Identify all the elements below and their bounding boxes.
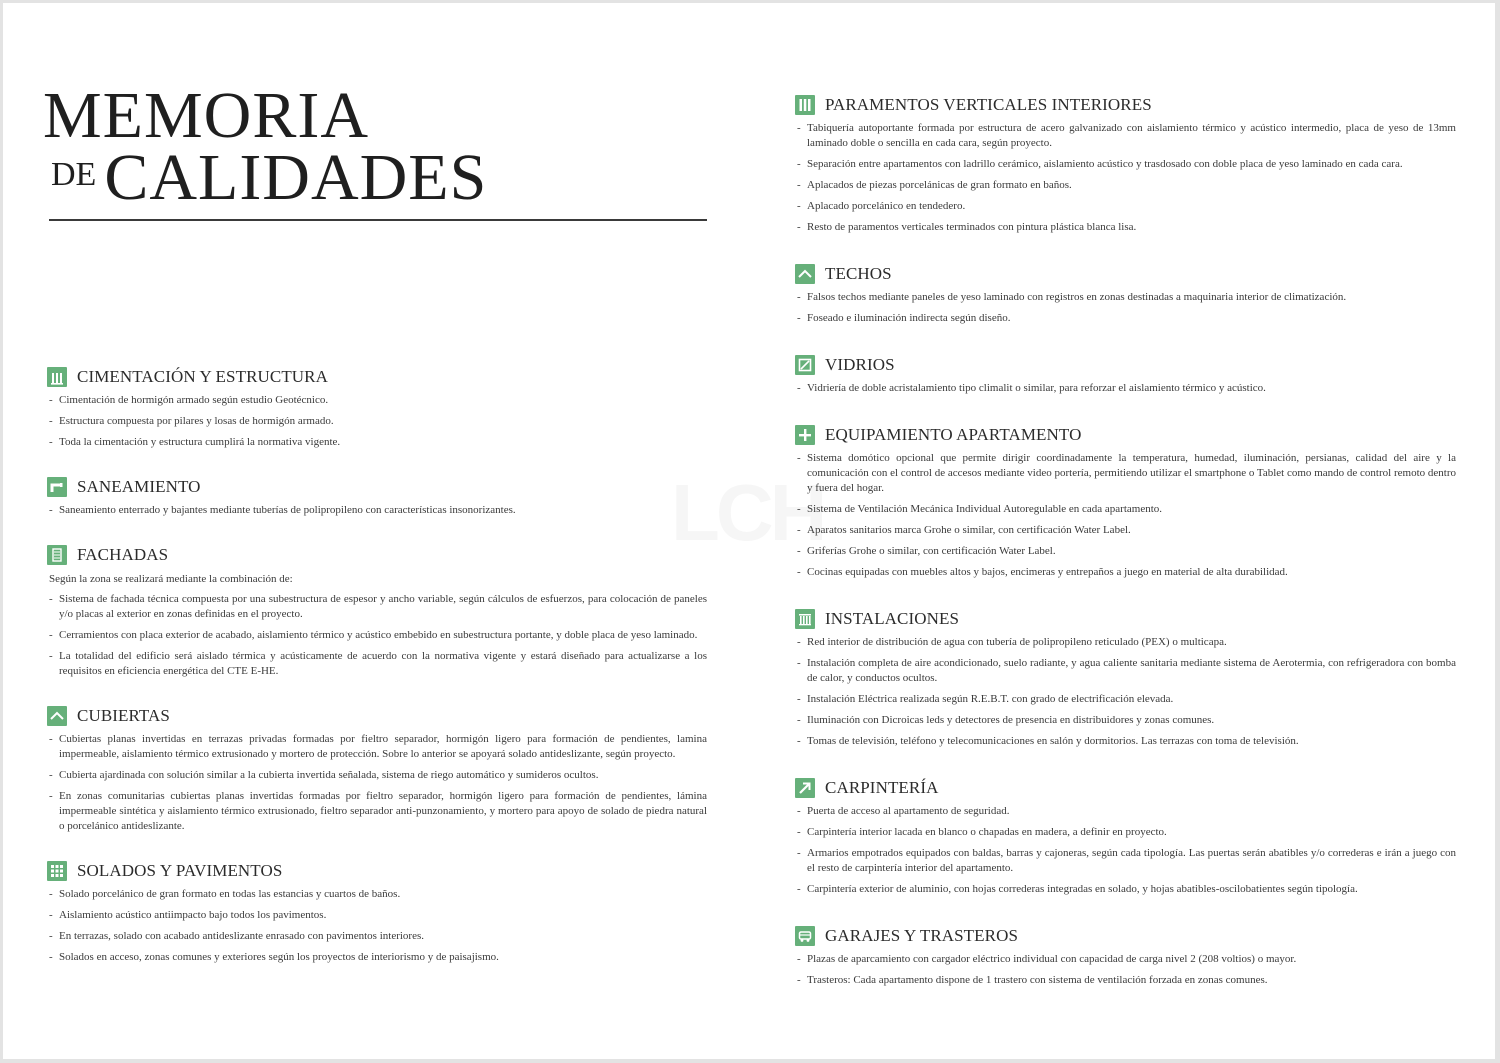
list-item: - Sistema de fachada técnica compuesta por una subestructura de espesor y ancho variable, según cálculos de esfuerzos, para colocación de paneles y/o placas al exterior en zonas definidas en el proyecto. (49, 592, 707, 622)
radiator-icon (795, 609, 815, 629)
left-column (47, 364, 707, 989)
section-header (47, 858, 707, 884)
item-list (47, 887, 707, 965)
page-title (43, 79, 488, 214)
list-item: - Falsos techos mediante paneles de yeso laminado con registros en zonas destinadas a maquinaria interior de climatización. (797, 290, 1456, 305)
section-saneamiento (47, 474, 707, 518)
section-title: CARPINTERÍA (825, 778, 939, 797)
list-item: - La totalidad del edificio será aislado térmica y acústicamente de acuerdo con la normativa vigente y estará diseñado para actualizarse a los requisitos en eficiencia energética del CTE E-HE. (49, 649, 707, 679)
section-carpintería (795, 775, 1456, 897)
item-list (795, 952, 1456, 988)
section-header (795, 352, 1456, 378)
list-item: - Toda la cimentación y estructura cumplirá la normativa vigente. (49, 435, 707, 450)
title-divider (49, 219, 707, 221)
list-item: - En terrazas, solado con acabado antideslizante enrasado con pavimentos interiores. (49, 929, 707, 944)
list-item: - Vidriería de doble acristalamiento tipo climalit o similar, para reforzar el aislamiento térmico y acústico. (797, 381, 1456, 396)
list-item: - Puerta de acceso al apartamento de seguridad. (797, 804, 1456, 819)
list-item: - Resto de paramentos verticales terminados con pintura plástica blanca lisa. (797, 220, 1456, 235)
pipe-icon (47, 477, 67, 497)
section-cubiertas (47, 703, 707, 834)
list-item: - Griferías Grohe o similar, con certificación Water Label. (797, 544, 1456, 559)
list-item: - Tomas de televisión, teléfono y telecomunicaciones en salón y dormitorios. Las terrazas con toma de televisión. (797, 734, 1456, 749)
list-item: - Cubiertas planas invertidas en terrazas privadas formadas por fieltro separador, hormigón ligero para formación de pendientes, lamina impermeable, aislamiento térmico extrusionado y mortero de protección. Sobre lo anterior se apoyará solado antideslizante, según proyecto. (49, 732, 707, 762)
section-solados-y-pavimentos (47, 858, 707, 965)
columns-icon (47, 367, 67, 387)
title-calidades: CALIDADES (104, 141, 488, 214)
list-item: - En zonas comunitarias cubiertas planas invertidas formadas por fieltro separador, hormigón ligero para formación de pendientes, lámina impermeable sintética y aislamiento térmico extrusionado, fieltro separador anti-punzonamiento, y mortero para apoyo de solado de piedra natural o porcelánico antideslizante. (49, 789, 707, 834)
item-list (47, 732, 707, 834)
list-item: - Separación entre apartamentos con ladrillo cerámico, aislamiento acústico y trasdosado con doble placa de yeso laminado en cada cara. (797, 157, 1456, 172)
section-garajes-y-trasteros (795, 923, 1456, 988)
right-column (795, 92, 1456, 1014)
ceiling-icon (795, 264, 815, 284)
list-item: - Red interior de distribución de agua con tubería de polipropileno reticulado (PEX) o multicapa. (797, 635, 1456, 650)
section-header (47, 474, 707, 500)
list-item: - Aislamiento acústico antiimpacto bajo todos los pavimentos. (49, 908, 707, 923)
section-title: FACHADAS (77, 545, 169, 564)
section-title: EQUIPAMIENTO APARTAMENTO (825, 425, 1082, 444)
list-item: - Solados en acceso, zonas comunes y exteriores según los proyectos de interiorismo y de paisajismo. (49, 950, 707, 965)
roof-icon (47, 706, 67, 726)
list-item: - Aplacado porcelánico en tendedero. (797, 199, 1456, 214)
title-line-2 (43, 141, 488, 214)
section-equipamiento-apartamento (795, 422, 1456, 580)
walls-icon (795, 95, 815, 115)
section-header (795, 92, 1456, 118)
list-item: - Sistema de Ventilación Mecánica Individual Autoregulable en cada apartamento. (797, 502, 1456, 517)
list-item: - Tabiquería autoportante formada por estructura de acero galvanizado con aislamiento térmico y acústico intermedio, placa de yeso de 13mm laminado doble o sencilla en cada cara, según proyecto. (797, 121, 1456, 151)
list-item: - Cimentación de hormigón armado según estudio Geotécnico. (49, 393, 707, 408)
item-list (795, 635, 1456, 749)
section-fachadas (47, 542, 707, 679)
section-cimentación-y-estructura (47, 364, 707, 450)
list-item: - Instalación completa de aire acondicionado, suelo radiante, y agua caliente sanitaria mediante sistema de Aerotermia, con refrigeradora con bomba de calor, y conductos ocultos. (797, 656, 1456, 686)
plus-icon (795, 425, 815, 445)
list-item: - Plazas de aparcamiento con cargador eléctrico individual con capacidad de carga nivel 2 (208 voltios) o mayor. (797, 952, 1456, 967)
item-list (47, 503, 707, 518)
list-item: - Cubierta ajardinada con solución similar a la cubierta invertida señalada, sistema de riego automático y sumideros ocultos. (49, 768, 707, 783)
section-techos (795, 261, 1456, 326)
item-list (47, 393, 707, 450)
section-header (795, 261, 1456, 287)
section-title: INSTALACIONES (825, 609, 960, 628)
item-list (47, 592, 707, 679)
item-list (795, 381, 1456, 396)
section-title: SOLADOS Y PAVIMENTOS (77, 861, 283, 880)
item-list (795, 804, 1456, 897)
list-item: - Aplacados de piezas porcelánicas de gran formato en baños. (797, 178, 1456, 193)
list-item: - Trasteros: Cada apartamento dispone de 1 trastero con sistema de ventilación forzada en zonas comunes. (797, 973, 1456, 988)
tiles-icon (47, 861, 67, 881)
page (3, 3, 1495, 1059)
title-line-1: MEMORIA (43, 79, 370, 152)
section-header (47, 703, 707, 729)
section-header (795, 923, 1456, 949)
section-header (47, 364, 707, 390)
glass-icon (795, 355, 815, 375)
list-item: - Cocinas equipadas con muebles altos y bajos, encimeras y entrepaños a juego en material de alta durabilidad. (797, 565, 1456, 580)
section-title: SANEAMIENTO (77, 477, 201, 496)
list-item: - Foseado e iluminación indirecta según diseño. (797, 311, 1456, 326)
item-list (795, 451, 1456, 580)
section-instalaciones (795, 606, 1456, 749)
arrow-icon (795, 778, 815, 798)
section-header (795, 775, 1456, 801)
watermark-logo: LCH (671, 468, 824, 557)
section-paramentos-verticales-interiores (795, 92, 1456, 235)
list-item: - Instalación Eléctrica realizada según R.E.B.T. con grado de electrificación elevada. (797, 692, 1456, 707)
list-item: - Carpintería interior lacada en blanco o chapadas en madera, a definir en proyecto. (797, 825, 1456, 840)
car-icon (795, 926, 815, 946)
section-header (795, 422, 1456, 448)
item-list (795, 290, 1456, 326)
section-title: GARAJES Y TRASTEROS (825, 926, 1019, 945)
item-list (795, 121, 1456, 235)
list-item: - Iluminación con Dicroicas leds y detectores de presencia en distribuidores y zonas comunes. (797, 713, 1456, 728)
section-title: CUBIERTAS (77, 706, 170, 725)
list-item: - Sistema domótico opcional que permite dirigir coordinadamente la temperatura, humedad, iluminación, persianas, calidad del aire y la comunicación con el control de accesos mediante video portería, permitiendo utilizar el smartphone o Tablet como mando de control remoto dentro y fuera del hogar. (797, 451, 1456, 496)
section-header (47, 542, 707, 568)
section-title: CIMENTACIÓN Y ESTRUCTURA (77, 367, 328, 386)
section-title: TECHOS (825, 264, 892, 283)
list-item: - Saneamiento enterrado y bajantes mediante tuberías de polipropileno con características insonorizantes. (49, 503, 707, 518)
section-header (795, 606, 1456, 632)
section-vidrios (795, 352, 1456, 396)
list-item: - Estructura compuesta por pilares y losas de hormigón armado. (49, 414, 707, 429)
section-lead: Según la zona se realizará mediante la combinación de: (49, 573, 293, 585)
title-de: DE (51, 156, 97, 193)
list-item: - Cerramientos con placa exterior de acabado, aislamiento térmico y acústico embebido en subestructura portante, y doble placa de yeso laminado. (49, 628, 707, 643)
list-item: - Carpintería exterior de aluminio, con hojas correderas integradas en solado, y hojas abatibles-oscilobatientes según tipología. (797, 882, 1456, 897)
section-title: VIDRIOS (825, 355, 895, 374)
facade-icon (47, 545, 67, 565)
list-item: - Armarios empotrados equipados con baldas, barras y cajoneras, según cada tipología. Las puertas serán abatibles y/o correderas e irán a juego con el resto de carpintería interior del apartamento. (797, 846, 1456, 876)
list-item: - Solado porcelánico de gran formato en todas las estancias y cuartos de baños. (49, 887, 707, 902)
section-title: PARAMENTOS VERTICALES INTERIORES (825, 95, 1152, 114)
list-item: - Aparatos sanitarios marca Grohe o similar, con certificación Water Label. (797, 523, 1456, 538)
